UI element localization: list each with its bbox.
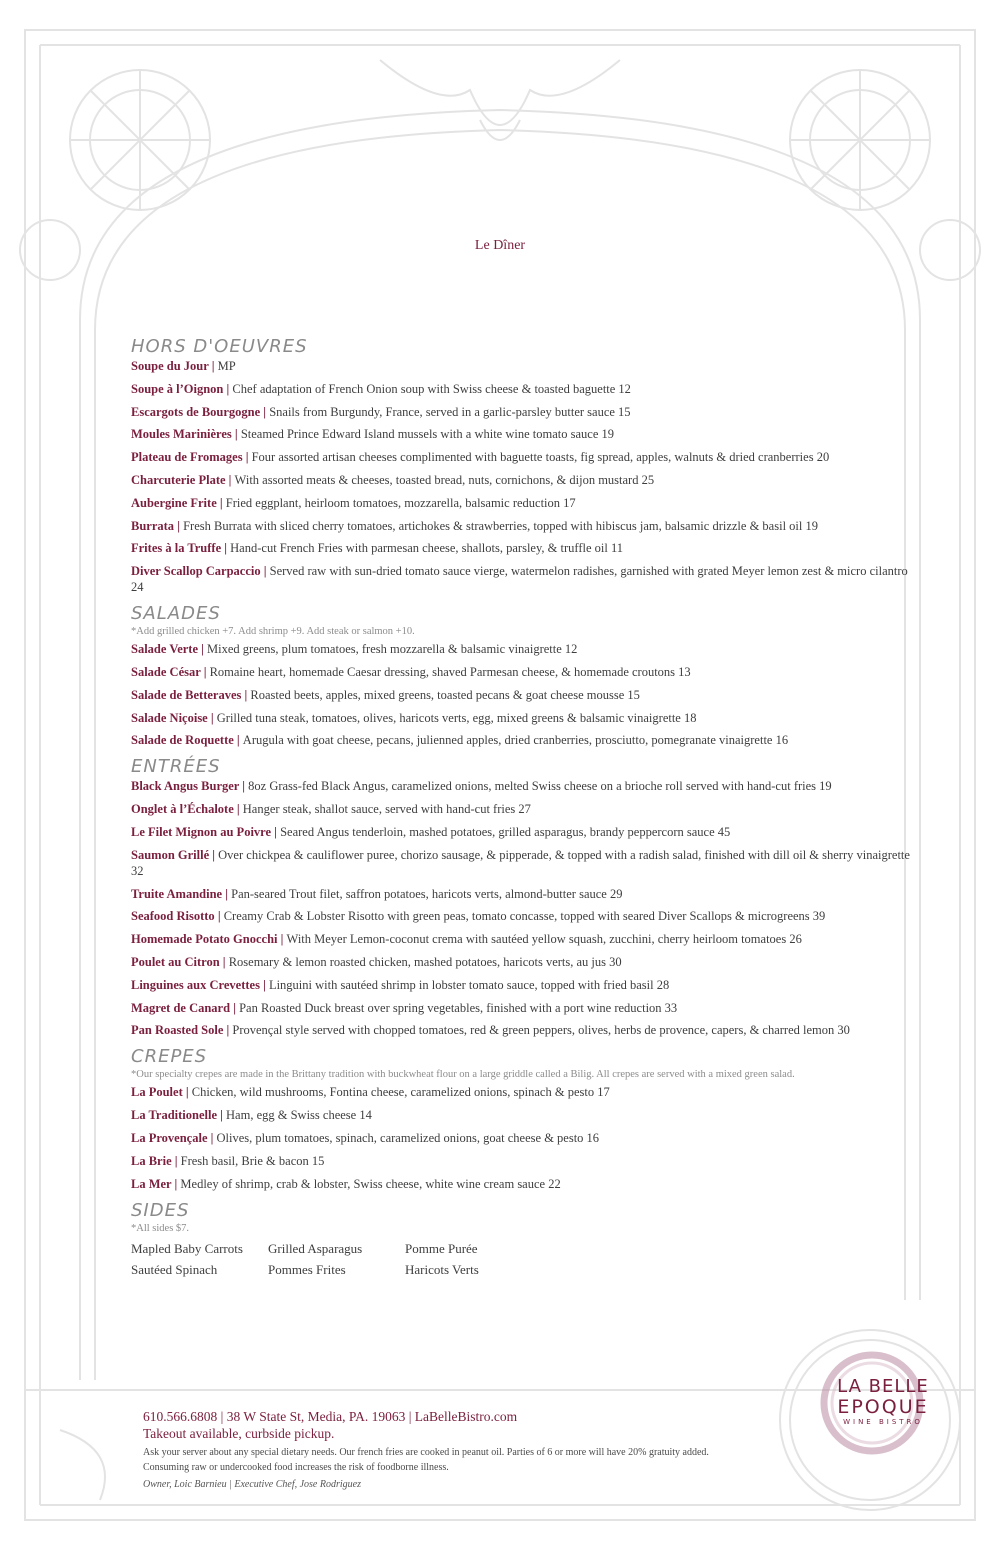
separator: |: [171, 1176, 181, 1191]
menu-item-description: Rosemary & lemon roasted chicken, mashed potatoes, haricots verts, au jus 30: [228, 954, 622, 969]
menu-item-name: Saumon Grillé: [131, 847, 210, 862]
side-item: Haricots Verts: [405, 1261, 479, 1277]
separator: |: [198, 642, 208, 657]
menu-item: [131, 908, 921, 924]
menu-item-name: La Poulet: [131, 1085, 183, 1100]
separator: |: [207, 710, 217, 725]
menu-item: [131, 540, 921, 556]
menu-item-name: Salade Verte: [131, 642, 199, 657]
side-item: Grilled Asparagus: [268, 1240, 363, 1256]
menu-item: [131, 1176, 921, 1192]
menu-item-name: Pan Roasted Sole: [131, 1023, 224, 1038]
menu-item: [131, 449, 921, 465]
separator: |: [260, 404, 270, 419]
menu-item-name: La Brie: [131, 1153, 172, 1168]
menu-item-description: Over chickpea & cauliflower puree, chorizo sausage, & pipperade, & topped with a radish salad, finished with dill oil & sherry vinaigrette 32: [131, 847, 910, 878]
menu-item-description: With assorted meats & cheeses, toasted bread, nuts, cornichons, & dijon mustard 25: [234, 472, 655, 487]
menu-item-description: Creamy Crab & Lobster Risotto with green peas, tomato concasse, topped with seared Diver Scallops & microgreens 39: [223, 909, 826, 924]
menu-item-name: Poulet au Citron: [131, 954, 220, 969]
separator: |: [239, 779, 249, 794]
menu-item: [131, 404, 921, 420]
menu-item: [131, 732, 921, 748]
menu-item-name: La Traditionelle: [131, 1108, 217, 1123]
menu-item-description: Fried eggplant, heirloom tomatoes, mozzarella, balsamic reduction 17: [225, 495, 576, 510]
menu-item-description: Pan-seared Trout filet, saffron potatoes, haricots verts, almond-butter sauce 29: [231, 886, 623, 901]
menu-item-description: Seared Angus tenderloin, mashed potatoes, grilled asparagus, brandy peppercorn sauce 45: [280, 824, 731, 839]
menu-item: [131, 664, 921, 680]
separator: |: [219, 954, 229, 969]
menu-item-description: Linguini with sautéed shrimp in lobster tomato sauce, topped with fried basil 28: [268, 977, 670, 992]
logo-line: WINE BISTRO: [843, 1418, 923, 1426]
section-hors-doeuvres: [131, 336, 921, 595]
menu-item-name: Frites à la Truffe: [131, 541, 222, 556]
notice-line: Ask your server about any special dietary needs. Our french fries are cooked in peanut oil. Parties of 6 or more will have 20% gratuity added.: [143, 1447, 709, 1458]
menu-item-description: Fresh Burrata with sliced cherry tomatoes, artichokes & strawberries, topped with hibiscus jam, balsamic drizzle & basil oil 19: [183, 518, 818, 533]
menu-item-description: Snails from Burgundy, France, served in a garlic-parsley butter sauce 15: [269, 404, 631, 419]
side-item: Mapled Baby Carrots: [131, 1240, 243, 1256]
section-note: *Add grilled chicken +7. Add shrimp +9. Add steak or salmon +10.: [131, 626, 415, 638]
menu-item: [131, 954, 921, 970]
section-crepes: [131, 1046, 921, 1191]
separator: |: [241, 687, 251, 702]
menu-item-description: Hanger steak, shallot sauce, served with hand-cut fries 27: [242, 802, 531, 817]
menu-item: [131, 687, 921, 703]
side-item: Pommes Frites: [268, 1261, 346, 1277]
menu-item-description: Ham, egg & Swiss cheese 14: [226, 1108, 372, 1123]
separator: |: [223, 1023, 233, 1038]
separator: |: [174, 518, 184, 533]
menu-item: [131, 710, 921, 726]
menu-item: [131, 381, 921, 397]
menu-item-name: Salade de Betteraves: [131, 687, 242, 702]
takeout-line: Takeout available, curbside pickup.: [143, 1426, 335, 1441]
menu-item: [131, 1130, 921, 1146]
menu-item-name: La Mer: [131, 1176, 172, 1191]
menu-item-description: MP: [217, 359, 236, 373]
menu-content: [131, 336, 921, 1288]
dietary-notice: [143, 1445, 803, 1475]
side-item: Sautéed Spinach: [131, 1261, 218, 1277]
menu-item: [131, 847, 921, 879]
menu-item-description: Four assorted artisan cheeses complimented with baguette toasts, fig spread, apples, walnuts & dried cranberries 20: [251, 450, 830, 465]
section-note: *All sides $7.: [131, 1222, 190, 1234]
section-title: HORS D'OEUVRES: [131, 336, 308, 357]
menu-item: [131, 1107, 921, 1123]
separator: |: [225, 472, 235, 487]
section-title: ENTRÉES: [131, 756, 221, 778]
separator: |: [223, 381, 233, 396]
menu-item-description: Served raw with sun-dried tomato sauce vierge, watermelon radishes, garnished with grated Meyer lemon zest & micro cilantro 24: [131, 564, 908, 595]
menu-item-name: Black Angus Burger: [131, 779, 240, 794]
separator: |: [221, 541, 231, 556]
menu-item: [131, 801, 921, 817]
section-entrees: [131, 756, 921, 1038]
notice-line: Consuming raw or undercooked food increases the risk of foodborne illness.: [143, 1462, 449, 1473]
menu-item-name: Salade César: [131, 664, 201, 679]
menu-item: [131, 778, 921, 794]
menu-item: [131, 641, 921, 657]
contact-line: 610.566.6808 | 38 W State St, Media, PA. 19063 | LaBelleBistro.com: [143, 1409, 518, 1424]
menu-item-name: Seafood Risotto: [131, 909, 215, 924]
menu-item-description: Romaine heart, homemade Caesar dressing, shaved Parmesan cheese, & homemade croutons 13: [209, 664, 691, 679]
menu-item: [131, 977, 921, 993]
menu-item-name: Onglet à l’Échalote: [131, 802, 234, 817]
separator: |: [217, 1108, 227, 1123]
section-title: CREPES: [131, 1046, 208, 1068]
menu-item-description: Roasted beets, apples, mixed greens, toasted pecans & goat cheese mousse 15: [250, 687, 640, 702]
menu-item-description: Steamed Prince Edward Island mussels with a white wine tomato sauce 19: [240, 427, 614, 442]
menu-item: [131, 886, 921, 902]
menu-item-description: 8oz Grass-fed Black Angus, caramelized onions, melted Swiss cheese on a brioche roll served with hand-cut fries 19: [248, 779, 832, 794]
separator: |: [233, 733, 243, 748]
menu-item-name: Aubergine Frite: [131, 495, 217, 510]
menu-item-name: Burrata: [131, 518, 175, 533]
menu-item: [131, 563, 921, 595]
owner-credit: Owner, Loic Barnieu | Executive Chef, Jose Rodriguez: [143, 1479, 361, 1490]
menu-item: [131, 472, 921, 488]
menu-item-name: Homemade Potato Gnocchi: [131, 932, 278, 947]
menu-item-name: Salade Niçoise: [131, 710, 208, 725]
menu-item-name: Soupe du Jour: [131, 359, 209, 373]
menu-item-description: Olives, plum tomatoes, spinach, caramelized onions, goat cheese & pesto 16: [216, 1130, 600, 1145]
section-title: SIDES: [131, 1199, 190, 1221]
menu-item-description: Mixed greens, plum tomatoes, fresh mozzarella & balsamic vinaigrette 12: [207, 642, 578, 657]
menu-item-description: Arugula with goat cheese, pecans, julienned apples, dried cranberries, prosciutto, pomegranate vinaigrette 16: [242, 733, 789, 748]
menu-item: [131, 1000, 921, 1016]
logo-line: EPOQUE: [837, 1396, 929, 1418]
menu-item-name: Magret de Canard: [131, 1000, 231, 1015]
separator: |: [216, 495, 226, 510]
menu-item: [131, 1022, 921, 1038]
separator: |: [230, 1000, 240, 1015]
separator: |: [209, 847, 219, 862]
menu-item: [131, 1153, 921, 1169]
menu-item-description: With Meyer Lemon-coconut crema with sautéed yellow squash, zucchini, cherry heirloom tomatoes 26: [286, 932, 802, 947]
menu-item-description: Grilled tuna steak, tomatoes, olives, haricots verts, egg, mixed greens & balsamic vinaigrette 18: [216, 710, 697, 725]
menu-item-description: Pan Roasted Duck breast over spring vegetables, finished with a port wine reduction 33: [239, 1000, 678, 1015]
menu-item: [131, 426, 921, 442]
menu-item-name: Escargots de Bourgogne: [131, 404, 261, 419]
menu-item-name: Soupe à l’Oignon: [131, 381, 224, 396]
menu-item-name: La Provençale: [131, 1130, 208, 1145]
section-note: *Our specialty crepes are made in the Brittany tradition with buckwheat flour on a large griddle called a Bilig. All crepes are served with a mixed green salad.: [131, 1069, 795, 1081]
menu-item-description: Provençal style served with chopped tomatoes, red & green peppers, olives, herbs de provence, capers, & charred lemon 30: [232, 1023, 850, 1038]
logo: [818, 1377, 948, 1427]
separator: |: [277, 932, 287, 947]
menu-item: [131, 495, 921, 511]
page-title: Le Dîner: [474, 238, 526, 253]
menu-item-name: Diver Scallop Carpaccio: [131, 564, 261, 579]
separator: |: [259, 977, 269, 992]
menu-item-description: Chef adaptation of French Onion soup with Swiss cheese & toasted baguette 12: [232, 381, 631, 396]
sides-grid: [131, 1238, 921, 1280]
separator: |: [260, 564, 270, 579]
logo-line: LA BELLE: [837, 1376, 929, 1397]
side-item: Pomme Purée: [405, 1240, 478, 1256]
menu-item-name: Truite Amandine: [131, 886, 223, 901]
section-salades: [131, 603, 921, 748]
menu-item-name: Salade de Roquette: [131, 733, 234, 748]
separator: |: [171, 1153, 181, 1168]
separator: |: [182, 1085, 192, 1100]
separator: |: [222, 886, 232, 901]
separator: |: [207, 1130, 217, 1145]
separator: |: [233, 802, 243, 817]
section-title: SALADES: [131, 603, 221, 625]
separator: |: [231, 427, 241, 442]
menu-item-name: Plateau de Fromages: [131, 450, 243, 465]
menu-item: [131, 1084, 921, 1100]
menu-item-description: Chicken, wild mushrooms, Fontina cheese, caramelized onions, spinach & pesto 17: [191, 1085, 610, 1100]
menu-item-description: Fresh basil, Brie & bacon 15: [180, 1153, 325, 1168]
menu-item-description: Hand-cut French Fries with parmesan cheese, shallots, parsley, & truffle oil 11: [230, 541, 623, 556]
separator: |: [271, 824, 281, 839]
separator: |: [208, 359, 218, 373]
separator: |: [200, 664, 210, 679]
menu-item-description: Medley of shrimp, crab & lobster, Swiss cheese, white wine cream sauce 22: [180, 1176, 561, 1191]
menu-item: [131, 931, 921, 947]
section-sides: [131, 1200, 921, 1280]
separator: |: [242, 450, 252, 465]
separator: |: [214, 909, 224, 924]
menu-item-name: Le Filet Mignon au Poivre: [131, 824, 272, 839]
footer: [143, 1408, 803, 1490]
menu-item-name: Linguines aux Crevettes: [131, 977, 260, 992]
menu-item-name: Moules Marinières: [131, 427, 232, 442]
menu-item: [131, 518, 921, 534]
menu-item: [131, 824, 921, 840]
menu-item-name: Charcuterie Plate: [131, 472, 226, 487]
menu-item: [131, 358, 921, 374]
